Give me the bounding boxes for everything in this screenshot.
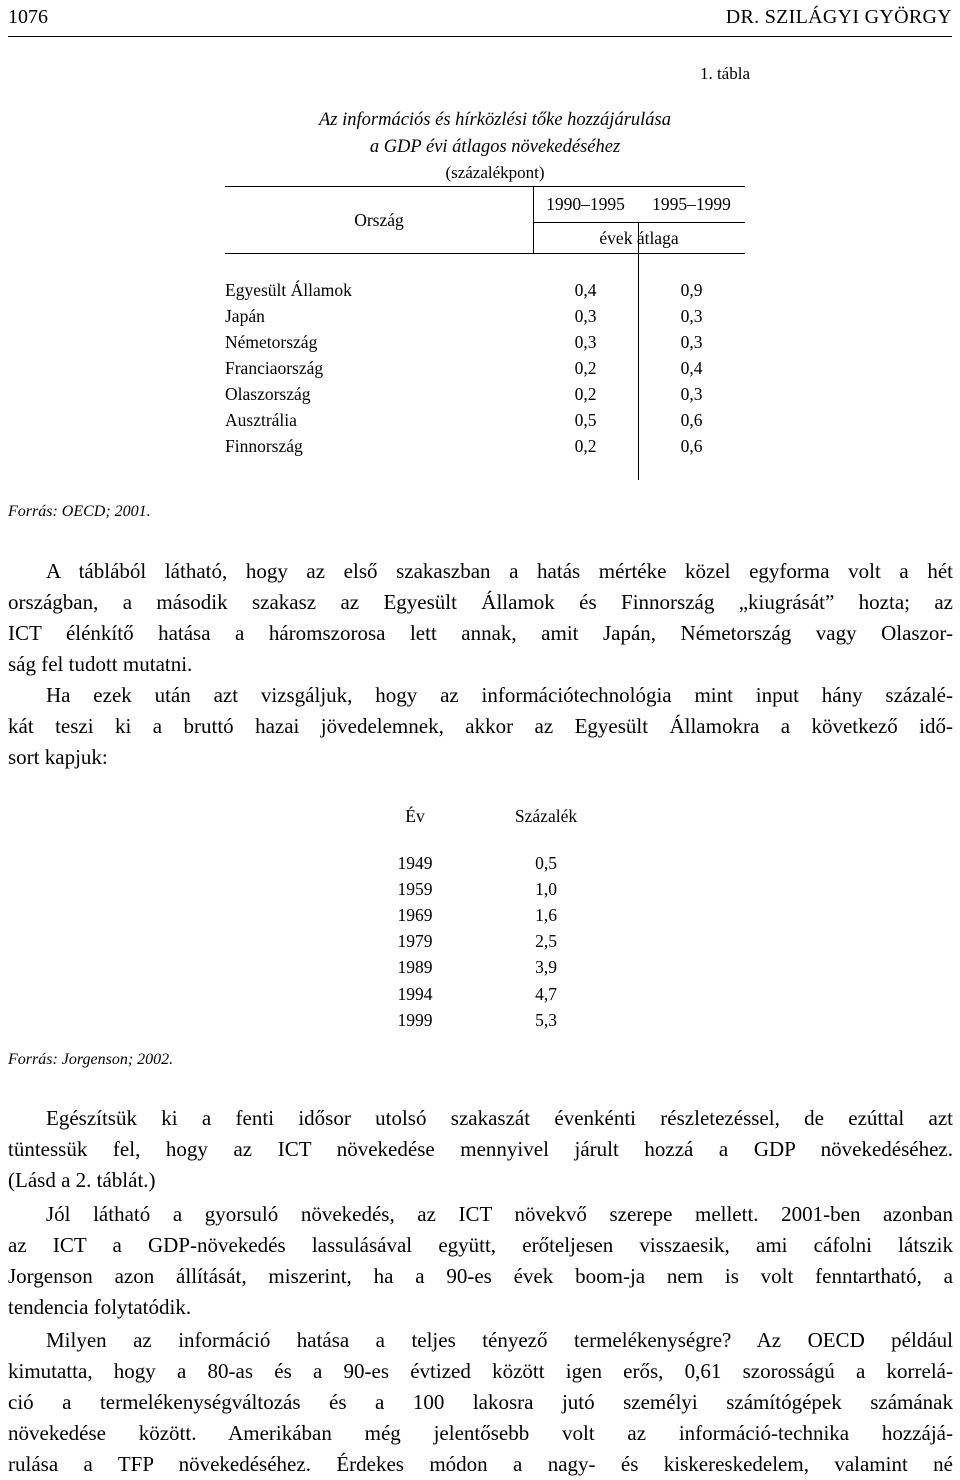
paragraph-line: kimutatta, hogy a 80-as és a 90-es évtized között igen erős, 0,61 szorosságú a korrelá- [8,1359,953,1383]
paragraph-2 [8,680,953,773]
table2-percent: 0,5 [535,853,557,873]
table2-year: 1994 [397,984,433,1004]
page-header [8,2,952,37]
table1-top-rule [225,186,745,187]
table1-country: Olaszország [225,384,311,404]
table1-country: Ausztrália [225,410,297,430]
source-label: Forrás [8,1051,53,1068]
paragraph-line: tüntessük fel, hogy az ICT növekedése mennyivel járult hozzá a GDP növekedéséhez. [8,1137,953,1161]
table2-year: 1989 [397,957,433,977]
table1-value-1990-1995: 0,3 [574,306,597,326]
table1-country: Franciaország [225,358,324,378]
table2-source [8,1051,173,1069]
table2-percent: 5,3 [535,1010,557,1030]
paragraph-line: növekedése között. Amerikában még jelentősebb volt az információ-technika hozzájá- [8,1421,953,1445]
table1-source [8,503,151,521]
table1-value-1990-1995: 0,2 [574,358,597,378]
table1-value-1990-1995: 0,4 [574,280,597,300]
table1-col-period1: 1990–1995 [546,194,625,214]
table1-value-1995-1999: 0,6 [680,410,703,430]
table2-year: 1949 [397,853,433,873]
paragraph-5 [8,1325,953,1480]
paragraph-line: ság fel tudott mutatni. [8,652,193,676]
table1-col-country: Ország [354,210,404,230]
table1-value-1995-1999: 0,3 [680,306,703,326]
paragraph-line: ció a termelékenységváltozás és a 100 lakosra jutó személyi számítógépek számának [8,1390,953,1414]
table1-value-1995-1999: 0,9 [680,280,703,300]
table1-col-period2: 1995–1999 [652,194,731,214]
paragraph-line: rulása a TFP növekedéséhez. Érdekes módon a nagy- és kiskereskedelem, valamint né [8,1452,953,1476]
table1-value-1995-1999: 0,4 [680,358,703,378]
table1-value-1995-1999: 0,6 [680,436,703,456]
table1-value-1995-1999: 0,3 [680,384,703,404]
paragraph-line: Jorgenson azon állítását, miszerint, ha a 90-es évek boom-ja nem is volt fenntartható, a [8,1264,953,1288]
table1-country: Egyesült Államok [225,280,352,300]
table1-country: Japán [225,306,265,326]
table2-year: 1979 [397,931,433,951]
paragraph-line: Ha ezek után azt vizsgáljuk, hogy az információtechnológia mint input hány százalé- [46,683,953,707]
table2-percent: 3,9 [535,957,557,977]
table2-year: 1959 [397,879,433,899]
table1-subheader-rule [533,222,745,223]
paragraph-line: tendencia folytatódik. [8,1295,192,1319]
source-text: : Jorgenson; 2002. [52,1051,174,1068]
table2-percent: 4,7 [535,984,557,1004]
paragraph-3 [8,1103,953,1196]
table1-value-1990-1995: 0,2 [574,384,597,404]
paragraph-4 [8,1199,953,1323]
running-title: DR. SZILÁGYI GYÖRGY [725,6,952,28]
paragraph-line: sort kapjuk: [8,745,108,769]
paragraph-line: A táblából látható, hogy az első szakaszban a hatás mértéke közel egyforma volt a hét [46,559,953,583]
table1-header-rule [225,253,745,254]
paragraph-line: (Lásd a 2. táblát.) [8,1168,156,1192]
paragraph-line: Jól látható a gyorsuló növekedés, az ICT növekvő szerepe mellett. 2001-ben azonban [46,1202,953,1226]
paragraph-line: az ICT a GDP-növekedés lassulásával együtt, erőteljesen visszaesik, ami cáfolni látszik [8,1233,953,1257]
paragraph-line: kát teszi ki a bruttó hazai jövedelemnek, akkor az Egyesült Államokra a következő idő- [8,714,953,738]
table1-value-1990-1995: 0,3 [574,332,597,352]
table2-percent: 1,0 [535,879,557,899]
source-text: : OECD; 2001. [52,503,151,520]
table2-year: 1969 [397,905,433,925]
table1-title-line2: a GDP évi átlagos növekedéséhez [369,137,621,157]
paragraph-1 [8,556,953,680]
table2-year: 1999 [397,1010,433,1030]
table1-unit: (százalékpont) [445,163,545,182]
table1-value-1990-1995: 0,2 [574,436,597,456]
table1-title-line1: Az információs és hírközlési tőke hozzájárulása [318,110,671,130]
paragraph-line: ICT élénkítő hatása a háromszorosa lett annak, amit Japán, Németország vagy Olaszor- [8,621,953,645]
table1-value-1990-1995: 0,5 [574,410,597,430]
table1-label: 1. tábla [699,64,750,83]
table2-percent: 1,6 [535,905,557,925]
table1-value-1995-1999: 0,3 [680,332,703,352]
page-number: 1076 [8,6,48,28]
table1-col-subheader: évek átlaga [599,228,679,248]
table1-country: Finnország [225,436,303,456]
paragraph-line: országban, a második szakasz az Egyesült Államok és Finnország „kiugrását” hozta; az [8,590,953,614]
table2-col-percent: Százalék [514,806,578,826]
table1-country: Németország [225,332,318,352]
source-label: Forrás [8,503,53,520]
table2-percent: 2,5 [535,931,557,951]
table2-col-year: Év [405,806,425,826]
paragraph-line: Egészítsük ki a fenti idősor utolsó szakaszát évenkénti részletezéssel, de ezúttal azt [46,1106,953,1130]
paragraph-line: Milyen az információ hatása a teljes tényező termelékenységre? Az OECD például [46,1328,953,1352]
